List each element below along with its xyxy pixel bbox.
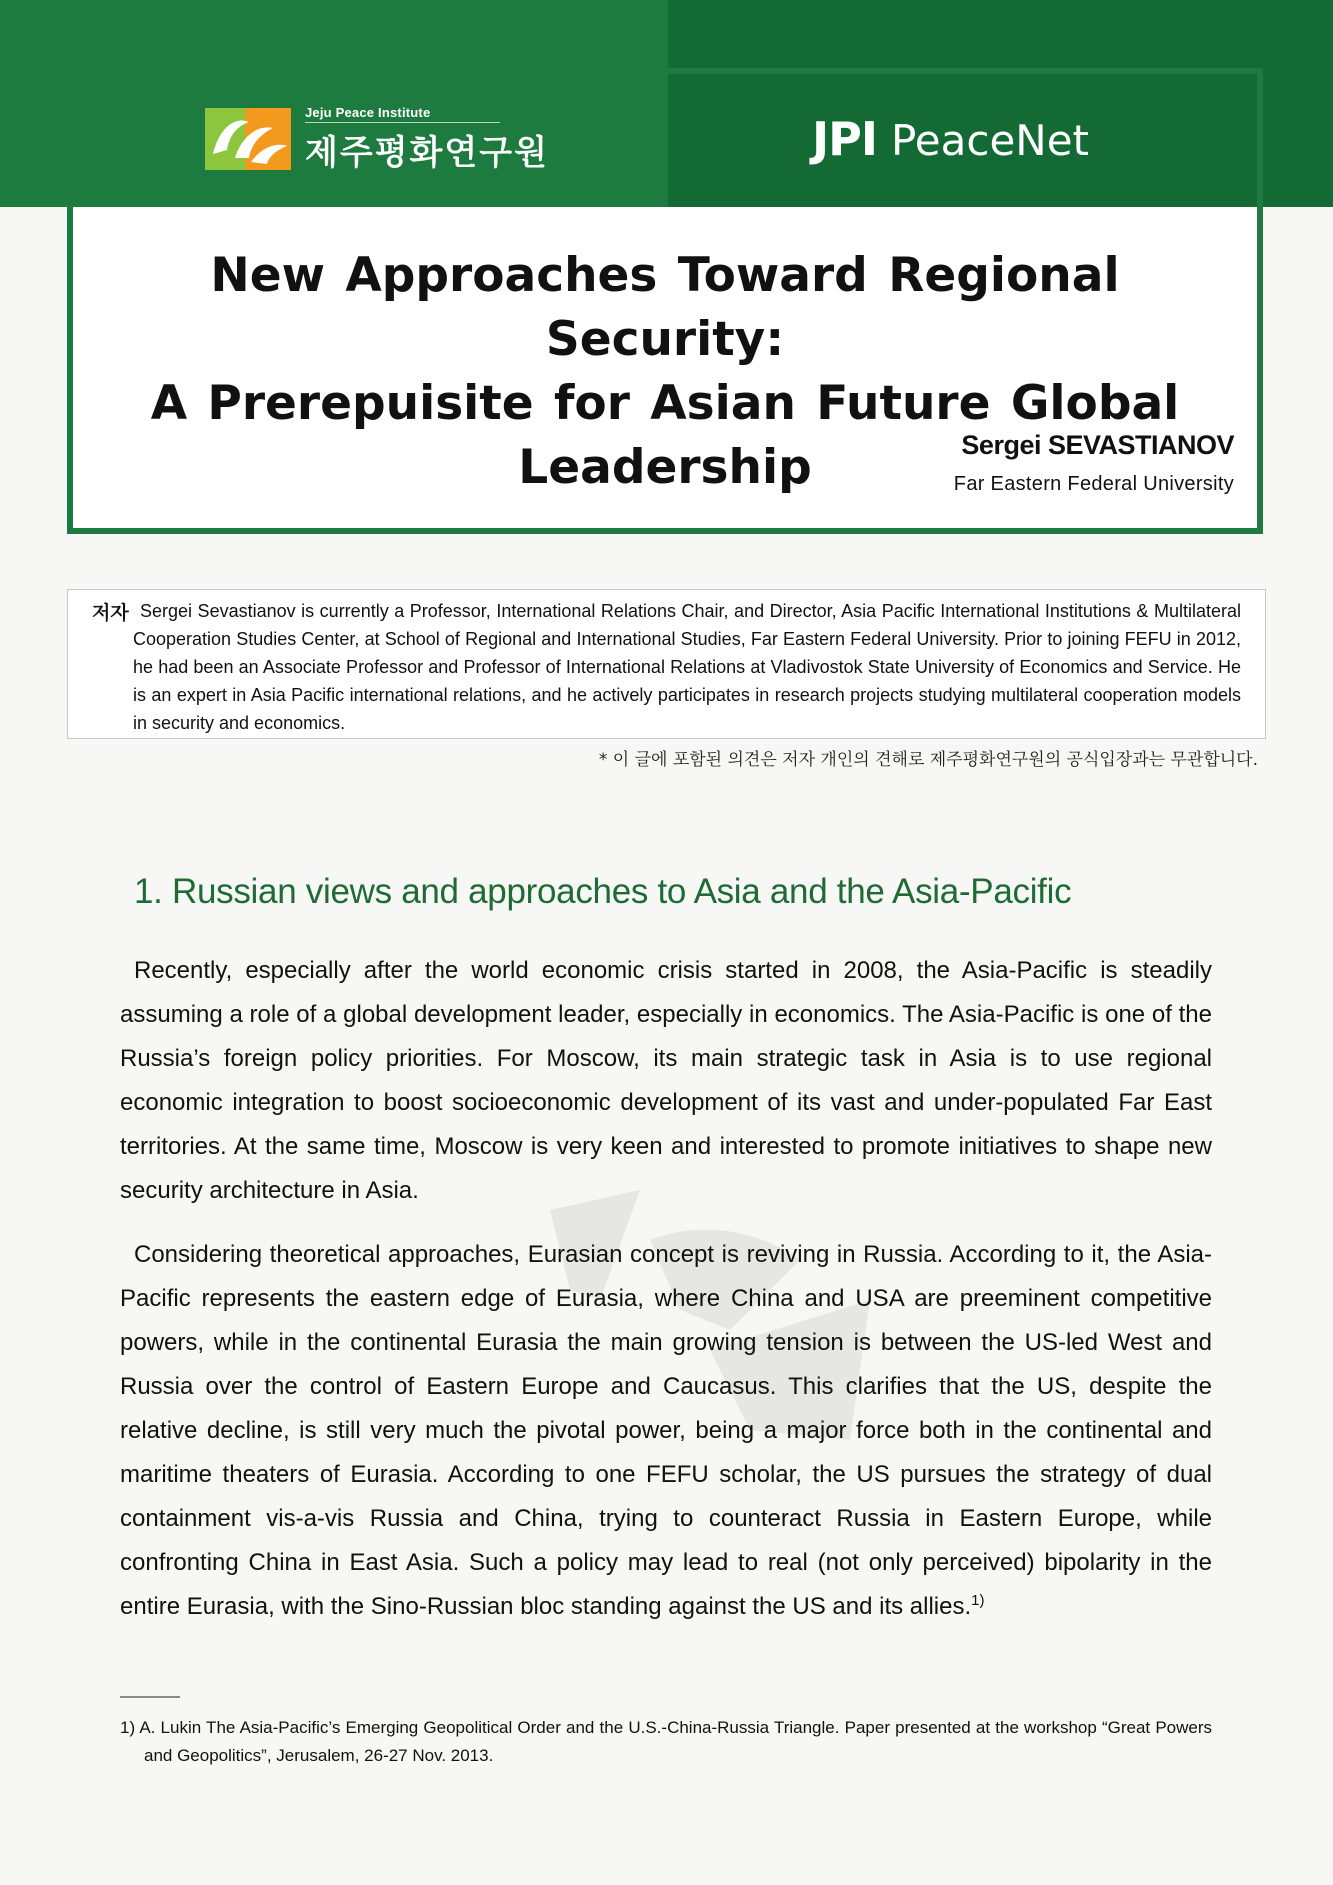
title-line-1: New Approaches Toward Regional Security: — [210, 248, 1120, 367]
title-line-2: A Prerepuisite for Asian Future Global — [150, 376, 1180, 431]
institute-name-kr: 제주평화연구원 — [305, 132, 549, 173]
peacenet-logo — [812, 112, 1089, 166]
jeju-peace-institute-logo — [205, 104, 549, 173]
bio-label: 저자 — [92, 602, 129, 624]
footnote-ref[interactable]: 1) — [971, 1592, 985, 1609]
title-line-3: Leadership — [518, 440, 812, 495]
dove-emblem-icon — [205, 108, 291, 170]
disclaimer-note: * 이 글에 포함된 의견은 저자 개인의 견해로 제주평화연구원의 공식입장과는 무관합니다. — [598, 750, 1258, 770]
series-mark: JPI — [812, 112, 877, 166]
document-title — [90, 244, 1240, 500]
body-paragraph-2 — [120, 1233, 1212, 1629]
series-name: PeaceNet — [890, 116, 1090, 165]
footnote-1: 1) A. Lukin The Asia-Pacific’s Emerging Geopolitical Order and the U.S.-China-Russia Triangle. Paper presented at the workshop “Great Powers and Geopolitics”, Jerusalem, 26-27 Nov. 2013. — [120, 1718, 1212, 1765]
section-heading: 1. Russian views and approaches to Asia and the Asia-Pacific — [134, 872, 1072, 911]
author-name: Sergei SEVASTIANOV — [961, 430, 1234, 460]
footnote-divider — [120, 1696, 180, 1698]
author-bio-text: Sergei Sevastianov is currently a Professor, International Relations Chair, and Director, Asia Pacific International Institutions & Multilateral Cooperation Studies Center, at School of Regional and International Studies, Far Eastern Federal University. Prior to joining FEFU in 2012, he had been an Associate Professor and Professor of International Relations at Vladivostok State University of Economics and Service. He is an expert in Asia Pacific international relations, and he actively participates in research projects studying multilateral cooperation models in security and economics. — [133, 601, 1241, 733]
body-paragraph-2-text: Considering theoretical approaches, Eurasian concept is reviving in Russia. According to it, the Asia-Pacific represents the eastern edge of Eurasia, where China and USA are preeminent competitive powers, while in the continental Eurasia the main growing tension is between the US-led West and Russia over the control of Eastern Europe and Caucasus. This clarifies that the US, despite the relative decline, is still very much the pivotal power, being a major force both in the continental and maritime theaters of Eurasia. According to one FEFU scholar, the US pursues the strategy of dual containment vis-a-vis Russia and China, trying to counteract Russia in Eastern Europe, while confronting China in East Asia. Such a policy may lead to real (not only perceived) bipolarity in the entire Eurasia, with the Sino-Russian bloc standing against the US and its allies. — [120, 1241, 1212, 1620]
author-affiliation: Far Eastern Federal University — [953, 473, 1234, 495]
body-paragraph-1: Recently, especially after the world economic crisis started in 2008, the Asia-Pacific is steadily assuming a role of a global development leader, especially in economics. The Asia-Pacific is one of the Russia’s foreign policy priorities. For Moscow, its main strategic task in Asia is to use regional economic integration to boost socioeconomic development of its vast and under-populated Far East territories. At the same time, Moscow is very keen and interested to promote initiatives to shape new security architecture in Asia. — [120, 957, 1212, 1204]
institute-name-en: Jeju Peace Institute — [305, 105, 500, 123]
